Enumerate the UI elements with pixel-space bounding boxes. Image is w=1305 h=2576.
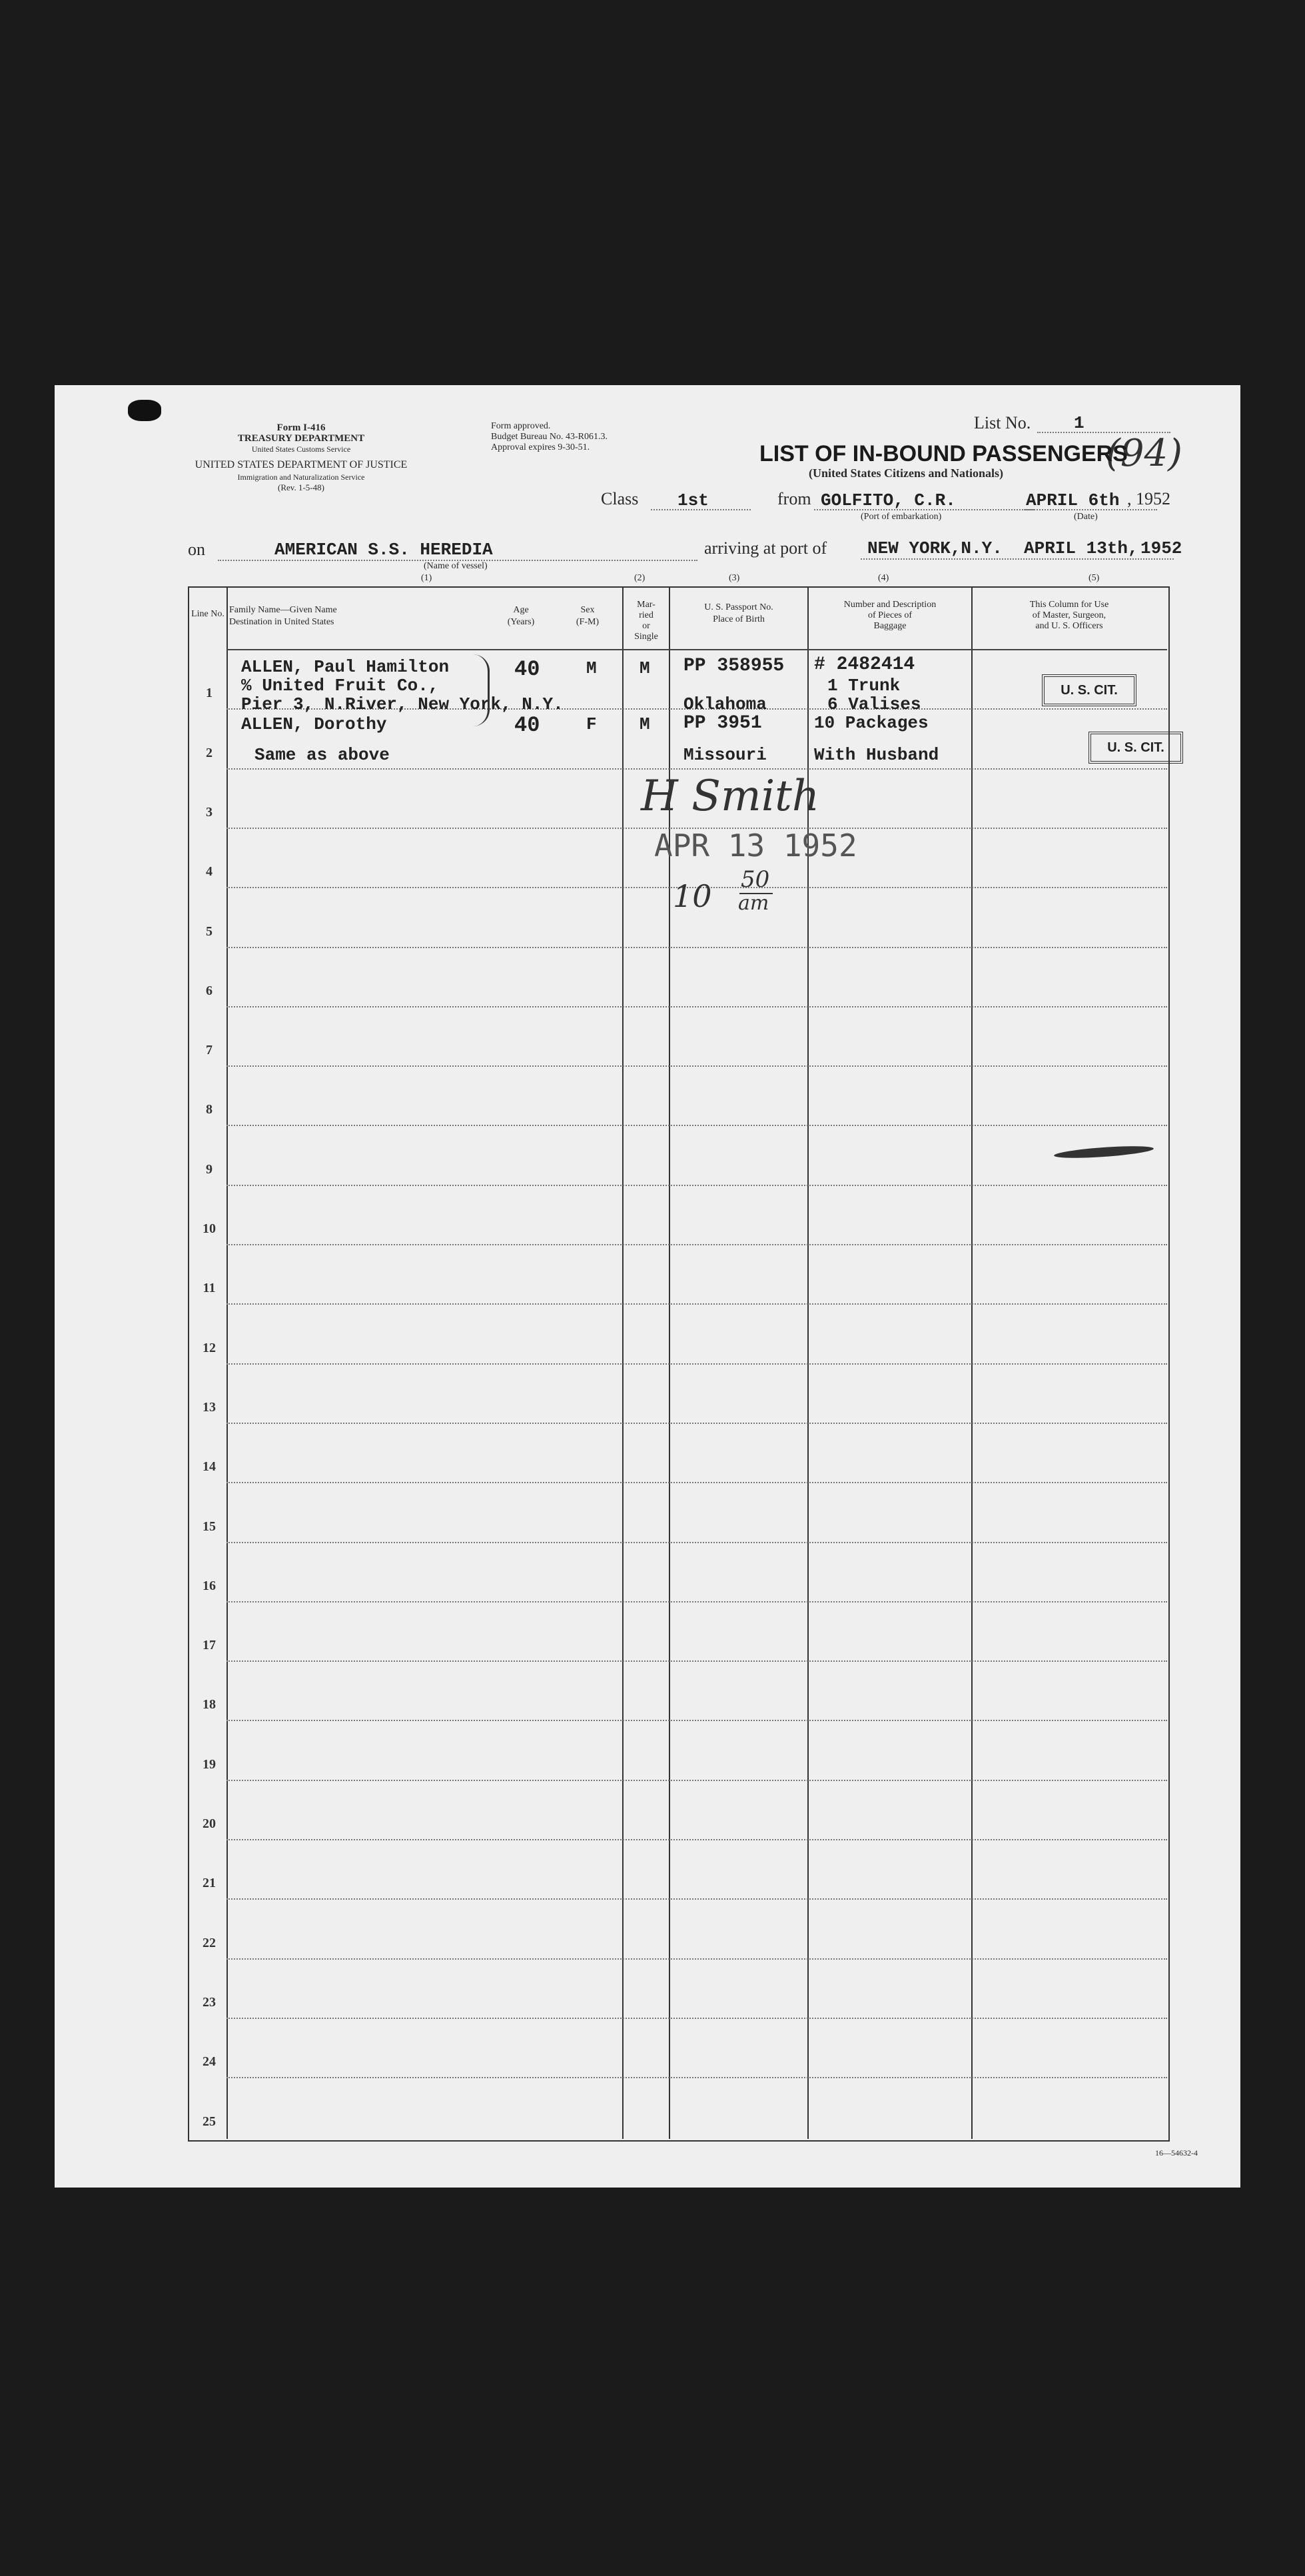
passenger-1-baggage-1: # 2482414: [814, 654, 915, 675]
passenger-1-address-1: % United Fruit Co.,: [241, 676, 439, 696]
line-number: 6: [206, 983, 213, 998]
line-number: 24: [203, 2054, 216, 2069]
line-number: 22: [203, 1936, 216, 1950]
row-rule: [226, 768, 1167, 770]
line-number: 1: [206, 686, 213, 700]
row-rule: [226, 1780, 1167, 1781]
row-rule: [226, 1839, 1167, 1840]
header-age-years: (Years): [507, 617, 535, 627]
header-sex: Sex: [580, 605, 595, 615]
embarkation-port: GOLFITO, C.R.: [821, 490, 956, 510]
date-line: [1024, 509, 1157, 510]
line-number: 13: [203, 1400, 216, 1415]
row-rule: [226, 1542, 1167, 1543]
col-divider: [622, 586, 624, 2139]
line-number: 3: [206, 805, 213, 820]
header-destination: Destination in United States: [229, 617, 334, 627]
passenger-1-baggage-3: 6 Valises: [827, 694, 921, 714]
list-no-value: 1: [1074, 413, 1085, 433]
header-baggage-2: of Pieces of: [867, 610, 913, 620]
col-num-4: (4): [878, 573, 889, 583]
header-line-no: Line No.: [191, 609, 224, 619]
header-baggage-3: Baggage: [873, 621, 907, 631]
departure-year: , 1952: [1127, 489, 1170, 508]
line-number: 21: [203, 1876, 216, 1890]
form-subtitle: (United States Citizens and Nationals): [808, 466, 1003, 480]
row-rule: [226, 1601, 1167, 1603]
line-number: 8: [206, 1102, 213, 1117]
arriving-label: arriving at port of: [704, 538, 827, 558]
row-rule: [226, 1244, 1167, 1245]
line-number: 16: [203, 1579, 216, 1593]
form-number: Form I-416: [276, 422, 326, 433]
on-label: on: [188, 540, 205, 559]
passenger-1-sex: M: [586, 658, 597, 678]
header-age: Age: [513, 605, 529, 615]
header-passport: U. S. Passport No.: [704, 602, 773, 612]
header-married-4: Single: [634, 632, 658, 642]
line-number: 12: [203, 1341, 216, 1355]
form-title: LIST OF IN-BOUND PASSENGERS: [759, 441, 1128, 466]
col-divider: [226, 586, 228, 2139]
line-number: 23: [203, 1995, 216, 2010]
line-number: 11: [203, 1281, 216, 1295]
treasury-dept: TREASURY DEPARTMENT: [237, 433, 365, 444]
passenger-2-birthplace: Missouri: [683, 745, 767, 765]
row-rule: [226, 1185, 1167, 1186]
approval-line-2: Budget Bureau No. 43-R061.3.: [491, 432, 608, 442]
passenger-1-age: 40: [514, 657, 540, 682]
from-label: from: [777, 489, 811, 508]
embarkation-caption: (Port of embarkation): [861, 512, 942, 522]
bracket-mark: [473, 654, 490, 726]
inspection-time-hour: 10: [673, 878, 712, 914]
header-officers-2: of Master, Surgeon,: [1032, 610, 1106, 620]
passenger-1-birthplace: Oklahoma: [683, 694, 767, 714]
passenger-2-baggage-1: 10 Packages: [814, 713, 929, 733]
header-birthplace: Place of Birth: [713, 614, 765, 624]
row-rule: [226, 1898, 1167, 1900]
arrival-line: [861, 558, 1174, 560]
col-num-5: (5): [1088, 573, 1100, 583]
vessel-name: AMERICAN S.S. HEREDIA: [274, 540, 493, 560]
row-rule: [226, 1363, 1167, 1365]
passenger-2-passport: PP 3951: [683, 713, 762, 734]
header-officers-3: and U. S. Officers: [1035, 621, 1103, 631]
row-rule: [226, 1660, 1167, 1662]
row-rule: [226, 1125, 1167, 1126]
col-num-3: (3): [729, 573, 740, 583]
handwritten-list-number: (94): [1106, 432, 1182, 475]
passenger-1-passport: PP 358955: [683, 656, 785, 676]
passenger-2-sex: F: [586, 714, 597, 734]
passenger-2-age: 40: [514, 713, 540, 738]
ins-service: Immigration and Naturalization Service: [237, 472, 365, 482]
header-name: Family Name—Given Name: [229, 605, 337, 615]
header-married-2: ried: [639, 610, 653, 620]
row-rule: [226, 947, 1167, 948]
approval-line-1: Form approved.: [491, 421, 551, 431]
arrival-port: NEW YORK,N.Y.: [867, 538, 1003, 558]
revision: (Rev. 1-5-48): [278, 482, 324, 492]
line-number: 9: [206, 1162, 213, 1177]
header-married-3: or: [642, 621, 650, 631]
line-number: 4: [206, 864, 213, 879]
manifest-page: [55, 385, 1240, 2188]
approval-line-3: Approval expires 9-30-51.: [491, 442, 590, 452]
inspection-time-minutes: 50: [741, 866, 770, 893]
line-number: 17: [203, 1638, 216, 1652]
passenger-1-citizen-stamp: U. S. CIT.: [1042, 674, 1136, 706]
line-number: 25: [203, 2114, 216, 2129]
header-officers-1: This Column for Use: [1029, 600, 1109, 610]
row-rule: [226, 1303, 1167, 1305]
passenger-2-baggage-2: With Husband: [814, 745, 939, 765]
inspector-signature: H Smith: [641, 772, 820, 821]
header-sex-fm: (F-M): [576, 617, 600, 627]
row-rule: [226, 1423, 1167, 1424]
list-no-label: List No.: [974, 413, 1031, 432]
row-rule: [226, 1958, 1167, 1960]
passenger-1-address-2: Pier 3, N.River, New York, N.Y.: [241, 694, 564, 714]
row-rule: [226, 2018, 1167, 2019]
header-married-1: Mar-: [637, 600, 655, 610]
line-number: 20: [203, 1816, 216, 1831]
row-rule: [226, 1006, 1167, 1007]
line-number: 19: [203, 1757, 216, 1772]
class-line: [651, 509, 751, 510]
line-number: 10: [203, 1221, 216, 1236]
ink-blot: [128, 400, 161, 421]
row-rule: [226, 1065, 1167, 1067]
line-number: 15: [203, 1519, 216, 1534]
line-number: 18: [203, 1697, 216, 1712]
line-number: 14: [203, 1459, 216, 1474]
header-baggage-1: Number and Description: [843, 600, 937, 610]
from-line: [814, 509, 1034, 510]
passenger-1-baggage-2: 1 Trunk: [827, 676, 901, 696]
passenger-2-address-1: Same as above: [254, 745, 390, 765]
line-number: 5: [206, 924, 213, 939]
class-value: 1st: [677, 490, 709, 510]
print-code: 16—54632-4: [1155, 2148, 1198, 2158]
col-divider: [971, 586, 973, 2139]
customs-service: United States Customs Service: [251, 444, 351, 454]
col-num-1: (1): [421, 573, 432, 583]
row-rule: [226, 1482, 1167, 1483]
vessel-caption: (Name of vessel): [424, 561, 488, 571]
line-number: 7: [206, 1043, 213, 1057]
arrival-year: 1952: [1140, 538, 1182, 558]
line-number: 2: [206, 746, 213, 760]
passenger-2-name: ALLEN, Dorothy: [241, 714, 387, 734]
justice-dept: UNITED STATES DEPARTMENT OF JUSTICE: [195, 459, 408, 470]
row-rule: [226, 1720, 1167, 1721]
passenger-1-name: ALLEN, Paul Hamilton: [241, 657, 450, 677]
header-divider: [226, 649, 1167, 650]
inspection-date-stamp: APR 13 1952: [654, 828, 857, 864]
passenger-2-citizen-stamp: U. S. CIT.: [1088, 732, 1183, 764]
inspection-time-ampm: am: [738, 892, 769, 915]
arrival-date: APRIL 13th,: [1024, 538, 1138, 558]
class-label: Class: [601, 489, 639, 508]
departure-date: APRIL 6th: [1026, 490, 1120, 510]
date-caption: (Date): [1074, 512, 1098, 522]
passenger-2-married: M: [640, 714, 650, 734]
passenger-1-married: M: [640, 658, 650, 678]
col-num-2: (2): [634, 573, 646, 583]
row-rule: [226, 2077, 1167, 2078]
